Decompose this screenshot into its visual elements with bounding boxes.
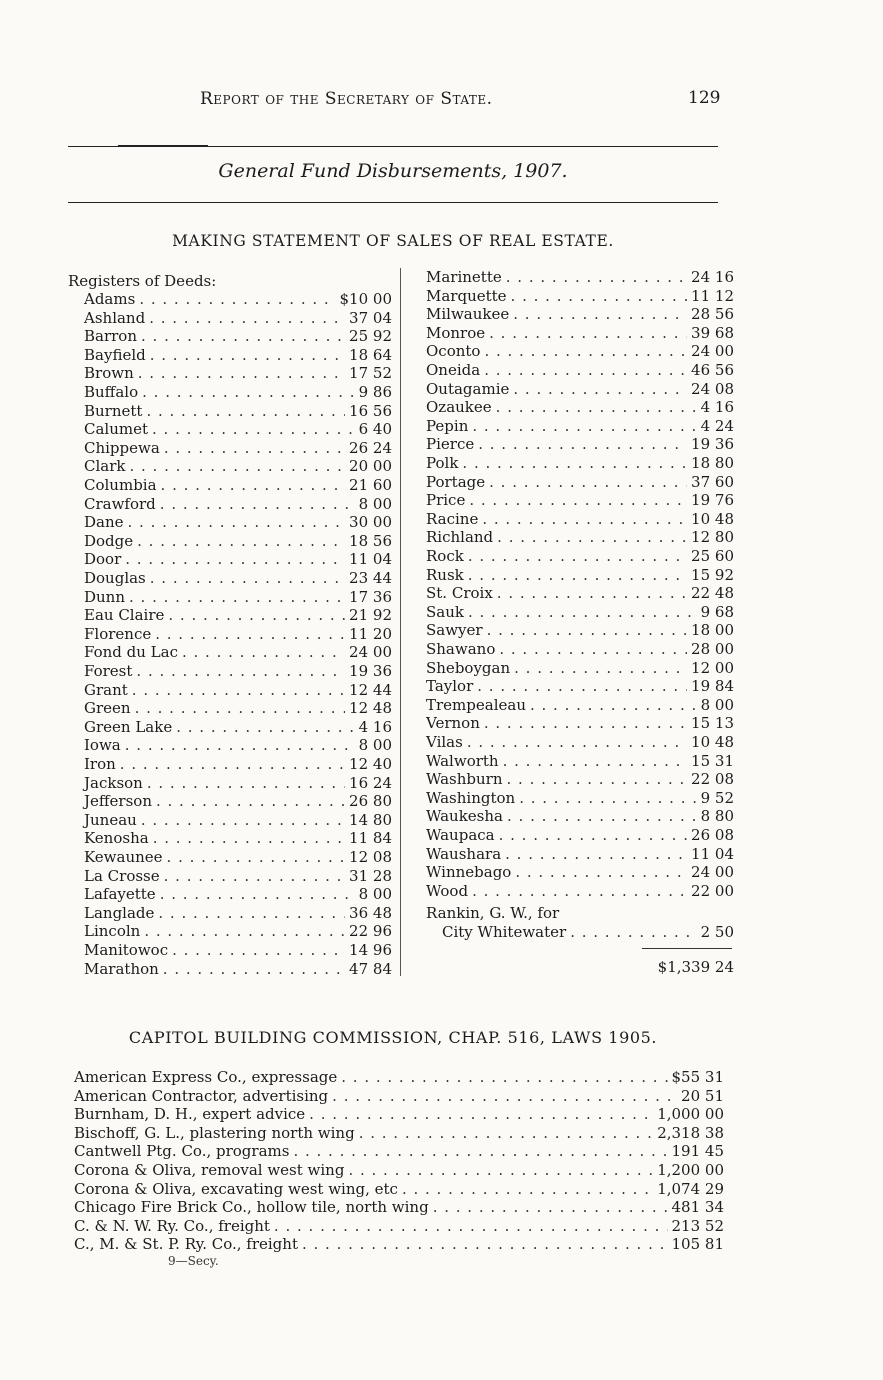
county-right-name: Walworth xyxy=(426,751,499,770)
county-right-row xyxy=(426,640,734,659)
county-left-row xyxy=(84,922,392,941)
county-left-row xyxy=(84,792,392,811)
county-left-amount: 25 92 xyxy=(349,327,392,346)
county-left-name: Clark xyxy=(84,457,126,476)
county-right-name: Pepin xyxy=(426,416,469,435)
capitol-section-title: CAPITOL BUILDING COMMISSION, CHAP. 516, LAWS 1905. xyxy=(128,1028,658,1047)
county-left-name: Douglas xyxy=(84,569,146,587)
rankin-line-2 xyxy=(442,923,734,942)
rankin-amount: 2 50 xyxy=(700,923,734,941)
county-right-row xyxy=(426,473,734,492)
county-left-row xyxy=(84,625,392,644)
county-left-row xyxy=(84,532,392,551)
county-left-name: Iowa xyxy=(84,736,121,755)
county-left-amount: 23 44 xyxy=(349,569,392,587)
county-left-row xyxy=(84,457,392,476)
capitol-item-row xyxy=(74,1142,724,1161)
county-right-row xyxy=(426,454,734,473)
county-left-row xyxy=(84,941,392,960)
county-right-name: Sheboygan xyxy=(426,658,511,677)
county-left-row xyxy=(84,774,392,793)
county-left-name: Crawford xyxy=(84,494,156,513)
county-left-row xyxy=(84,960,392,979)
county-right-row xyxy=(426,696,734,715)
county-right-amount: 15 13 xyxy=(691,714,734,733)
county-left-row xyxy=(84,643,392,662)
county-right-amount: 22 00 xyxy=(691,881,734,900)
county-right-name: Rusk xyxy=(426,565,464,584)
county-left-amount: 16 24 xyxy=(349,773,392,792)
registers-label: Registers of Deeds: xyxy=(68,272,217,290)
county-left-row xyxy=(84,550,392,569)
county-right-row xyxy=(426,770,734,789)
county-right-row xyxy=(426,752,734,771)
county-left-row xyxy=(84,681,392,700)
county-left-name: Chippewa xyxy=(84,438,160,457)
county-left-name: Fond du Lac xyxy=(84,643,178,662)
capitol-item-amount: 105 81 xyxy=(671,1235,724,1254)
capitol-item-row xyxy=(74,1217,724,1236)
county-left-name: Calumet xyxy=(84,420,149,439)
county-right-amount: 9 52 xyxy=(700,788,734,807)
capitol-item-name: Corona & Oliva, removal west wing xyxy=(74,1161,345,1179)
county-right-amount: 10 48 xyxy=(691,509,734,528)
county-right-row xyxy=(426,659,734,678)
county-left-row xyxy=(84,327,392,346)
county-left-row xyxy=(84,439,392,458)
capitol-item-row xyxy=(74,1087,724,1106)
county-left-row xyxy=(84,290,392,309)
county-right-name: Racine xyxy=(426,509,479,528)
county-left-name: Columbia xyxy=(84,476,157,494)
county-left-amount: 11 20 xyxy=(349,624,392,643)
county-left-name: Florence xyxy=(84,624,152,643)
county-right-name: Portage xyxy=(426,472,486,491)
county-left-row xyxy=(84,662,392,681)
subtitle-rule xyxy=(68,202,718,203)
capitol-item-name: American Contractor, advertising xyxy=(74,1086,329,1105)
capitol-item-amount: 1,074 29 xyxy=(657,1179,724,1198)
county-left-name: Door xyxy=(84,550,122,569)
county-right-amount: 37 60 xyxy=(691,472,734,491)
county-left-amount: 17 36 xyxy=(349,587,392,606)
county-right-row xyxy=(426,807,734,826)
county-right-name: Richland xyxy=(426,528,494,547)
capitol-item-name: American Express Co., expressage xyxy=(74,1068,338,1086)
county-left-name: Adams xyxy=(84,290,136,308)
sum-rule xyxy=(642,948,732,949)
capitol-item-name: Corona & Oliva, excavating west wing, etc xyxy=(74,1179,398,1198)
county-left-row xyxy=(84,736,392,755)
county-right-row xyxy=(426,380,734,399)
county-right-amount: 19 36 xyxy=(691,435,734,454)
county-right-row xyxy=(426,491,734,510)
county-right-amount: 19 76 xyxy=(691,491,734,510)
county-left-amount: 12 40 xyxy=(349,755,392,773)
county-left-amount: 12 48 xyxy=(349,699,392,718)
county-right-row xyxy=(426,510,734,529)
county-left-row xyxy=(84,885,392,904)
county-left-name: Buffalo xyxy=(84,383,139,401)
county-right-row xyxy=(426,789,734,808)
county-right-name: Milwaukee xyxy=(426,305,510,324)
page-subtitle: General Fund Disbursements, 1907. xyxy=(218,160,568,182)
county-left-name: Barron xyxy=(84,327,137,346)
county-right-row xyxy=(426,528,734,547)
county-left-name: Burnett xyxy=(84,401,143,420)
county-right-row xyxy=(426,435,734,454)
county-left-name: Brown xyxy=(84,364,134,383)
capitol-item-name: C., M. & St. P. Ry. Co., freight xyxy=(74,1235,298,1254)
capitol-item-amount: 2,318 38 xyxy=(657,1123,724,1142)
county-left-amount: 26 80 xyxy=(349,792,392,811)
county-left-row xyxy=(84,364,392,383)
county-left-amount: 31 28 xyxy=(349,866,392,885)
county-left-amount: 11 84 xyxy=(349,829,392,848)
county-left-row xyxy=(84,513,392,532)
county-right-name: Outagamie xyxy=(426,379,510,398)
county-right-name: Oneida xyxy=(426,361,481,379)
county-right-row xyxy=(426,324,734,343)
county-left-amount: 24 00 xyxy=(349,643,392,662)
county-left-name: Iron xyxy=(84,755,116,773)
county-left-name: Kenosha xyxy=(84,829,149,848)
capitol-item-row xyxy=(74,1235,724,1254)
county-right-name: Marinette xyxy=(426,268,502,286)
county-right-row xyxy=(426,733,734,752)
county-right-row xyxy=(426,417,734,436)
county-right-row xyxy=(426,621,734,640)
county-right-amount: 8 00 xyxy=(700,695,734,714)
county-left-amount: 6 40 xyxy=(358,420,392,439)
county-right-amount: 12 80 xyxy=(691,528,734,547)
county-right-amount: 25 60 xyxy=(691,547,734,565)
county-right-row xyxy=(426,584,734,603)
county-left-amount: 37 04 xyxy=(349,308,392,327)
county-left-amount: $10 00 xyxy=(339,290,392,308)
county-right-amount: 11 12 xyxy=(691,286,734,305)
county-left-name: Jefferson xyxy=(84,792,152,811)
county-left-row xyxy=(84,309,392,328)
county-right-amount: 10 48 xyxy=(691,733,734,751)
county-left-amount: 14 96 xyxy=(349,941,392,959)
county-left-amount: 21 92 xyxy=(349,606,392,625)
county-left-amount: 18 64 xyxy=(349,345,392,364)
county-right-amount: 39 68 xyxy=(691,323,734,342)
rankin-name: Rankin, G. W., for xyxy=(426,904,560,922)
county-right-amount: 19 84 xyxy=(691,677,734,696)
county-right-row xyxy=(426,714,734,733)
county-right-row xyxy=(426,305,734,324)
county-right-amount: 24 16 xyxy=(691,268,734,286)
section-total: $1,339 24 xyxy=(657,958,734,976)
county-right-amount: 18 00 xyxy=(691,621,734,640)
county-left-amount: 4 16 xyxy=(358,717,392,736)
county-right-amount: 4 16 xyxy=(700,398,734,417)
county-left-name: Forest xyxy=(84,662,133,680)
county-left-amount: 8 00 xyxy=(358,736,392,755)
county-right-name: Marquette xyxy=(426,286,507,305)
county-left-row xyxy=(84,383,392,402)
county-right-amount: 24 08 xyxy=(691,379,734,398)
county-left-name: La Crosse xyxy=(84,866,160,885)
capitol-item-amount: 191 45 xyxy=(671,1142,724,1161)
county-right-name: Waushara xyxy=(426,844,502,863)
county-right-name: Washington xyxy=(426,788,516,807)
county-right-row xyxy=(426,826,734,845)
county-left-name: Kewaunee xyxy=(84,848,163,866)
county-right-amount: 15 31 xyxy=(691,751,734,770)
county-left-amount: 18 56 xyxy=(349,531,392,550)
capitol-item-amount: 213 52 xyxy=(671,1216,724,1235)
county-right-name: Sawyer xyxy=(426,621,483,640)
rankin-city: City Whitewater xyxy=(442,923,567,941)
county-left-name: Lafayette xyxy=(84,885,156,904)
capitol-item-row xyxy=(74,1180,724,1199)
county-right-name: St. Croix xyxy=(426,584,493,603)
county-left-name: Manitowoc xyxy=(84,941,169,959)
county-right-row xyxy=(426,268,734,287)
county-left-row xyxy=(84,718,392,737)
county-right-row xyxy=(426,287,734,306)
county-left-name: Eau Claire xyxy=(84,606,165,625)
county-right-name: Vernon xyxy=(426,714,480,733)
county-left-amount: 26 24 xyxy=(349,438,392,457)
county-left-amount: 8 00 xyxy=(358,494,392,513)
capitol-item-name: Bischoff, G. L., plastering north wing xyxy=(74,1123,355,1142)
county-right-name: Winnebago xyxy=(426,863,512,882)
county-left-amount: 12 44 xyxy=(349,680,392,699)
top-rule xyxy=(68,146,718,147)
county-right-name: Washburn xyxy=(426,770,503,789)
section-title: MAKING STATEMENT OF SALES OF REAL ESTATE. xyxy=(172,232,614,250)
county-left-row xyxy=(84,569,392,588)
county-left-row xyxy=(84,606,392,625)
county-right-row xyxy=(426,566,734,585)
county-right-name: Trempealeau xyxy=(426,695,526,714)
county-right-name: Monroe xyxy=(426,323,486,342)
county-left-name: Juneau xyxy=(84,810,137,829)
county-left-row xyxy=(84,811,392,830)
county-right-row xyxy=(426,677,734,696)
county-right-name: Wood xyxy=(426,881,469,900)
county-left-amount: 11 04 xyxy=(349,550,392,569)
capitol-item-amount: 481 34 xyxy=(671,1198,724,1217)
county-left-name: Jackson xyxy=(84,773,143,792)
county-left-name: Green xyxy=(84,699,131,718)
capitol-item-name: Burnham, D. H., expert advice xyxy=(74,1105,306,1124)
county-right-amount: 28 00 xyxy=(691,640,734,658)
county-right-amount: 22 48 xyxy=(691,584,734,603)
county-left-name: Dodge xyxy=(84,531,134,550)
county-left-amount: 19 36 xyxy=(349,662,392,680)
county-right-row xyxy=(426,863,734,882)
column-divider xyxy=(400,268,401,976)
county-right-amount: 18 80 xyxy=(691,454,734,472)
county-right-amount: 4 24 xyxy=(700,416,734,435)
county-left-row xyxy=(84,829,392,848)
county-right-name: Sauk xyxy=(426,602,464,621)
county-right-row xyxy=(426,603,734,622)
county-right-row xyxy=(426,547,734,566)
county-right-row xyxy=(426,845,734,864)
county-right-name: Waukesha xyxy=(426,807,503,826)
capitol-item-row xyxy=(74,1068,724,1087)
county-left-amount: 36 48 xyxy=(349,903,392,922)
county-left-row xyxy=(84,699,392,718)
county-left-row xyxy=(84,755,392,774)
county-right-amount: 28 56 xyxy=(691,305,734,324)
county-left-amount: 16 56 xyxy=(349,401,392,420)
county-right-name: Ozaukee xyxy=(426,398,492,417)
county-left-amount: 21 60 xyxy=(349,476,392,494)
county-left-name: Dunn xyxy=(84,587,126,606)
capitol-item-amount: 1,200 00 xyxy=(657,1161,724,1179)
capitol-item-row xyxy=(74,1124,724,1143)
county-right-row xyxy=(426,398,734,417)
capitol-item-name: Cantwell Ptg. Co., programs xyxy=(74,1142,290,1161)
county-right-amount: 46 56 xyxy=(691,361,734,379)
county-right-amount: 9 68 xyxy=(700,602,734,621)
county-left-row xyxy=(84,476,392,495)
county-left-row xyxy=(84,848,392,867)
capitol-item-row xyxy=(74,1105,724,1124)
county-right-name: Polk xyxy=(426,454,459,472)
county-left-row xyxy=(84,495,392,514)
county-right-name: Taylor xyxy=(426,677,474,696)
county-left-row xyxy=(84,420,392,439)
capitol-item-name: Chicago Fire Brick Co., hollow tile, north wing xyxy=(74,1198,429,1217)
county-left-name: Marathon xyxy=(84,959,159,978)
capitol-item-row xyxy=(74,1198,724,1217)
county-left-amount: 12 08 xyxy=(349,848,392,866)
county-left-amount: 14 80 xyxy=(349,810,392,829)
county-right-amount: 15 92 xyxy=(691,565,734,584)
capitol-item-amount: 1,000 00 xyxy=(657,1105,724,1124)
footer-signature: 9—Secy. xyxy=(168,1254,219,1268)
county-right-amount: 8 80 xyxy=(700,807,734,826)
county-left-row xyxy=(84,588,392,607)
county-right-name: Shawano xyxy=(426,640,496,658)
county-right-name: Pierce xyxy=(426,435,475,454)
county-left-amount: 20 00 xyxy=(349,457,392,476)
capitol-item-amount: 20 51 xyxy=(681,1086,724,1105)
county-right-amount: 24 00 xyxy=(691,863,734,882)
county-left-row xyxy=(84,904,392,923)
county-left-name: Lincoln xyxy=(84,922,141,941)
county-left-amount: 30 00 xyxy=(349,513,392,532)
county-left-amount: 8 00 xyxy=(358,885,392,904)
capitol-item-name: C. & N. W. Ry. Co., freight xyxy=(74,1216,270,1235)
county-right-name: Price xyxy=(426,491,466,510)
county-right-row xyxy=(426,342,734,361)
county-left-amount: 47 84 xyxy=(349,959,392,978)
county-left-name: Bayfield xyxy=(84,345,146,364)
county-right-name: Vilas xyxy=(426,733,463,751)
county-left-name: Dane xyxy=(84,513,124,532)
county-left-amount: 17 52 xyxy=(349,364,392,383)
county-right-name: Oconto xyxy=(426,342,481,361)
county-left-name: Grant xyxy=(84,680,128,699)
county-right-amount: 11 04 xyxy=(691,844,734,863)
county-right-amount: 26 08 xyxy=(691,826,734,844)
county-right-amount: 24 00 xyxy=(691,342,734,361)
county-left-name: Green Lake xyxy=(84,717,173,736)
county-left-amount: 22 96 xyxy=(349,922,392,941)
county-left-name: Ashland xyxy=(84,308,146,327)
county-left-name: Langlade xyxy=(84,903,155,922)
capitol-item-row xyxy=(74,1161,724,1180)
rankin-line-1 xyxy=(426,904,644,923)
county-right-row xyxy=(426,361,734,380)
county-right-name: Rock xyxy=(426,547,464,565)
county-right-amount: 12 00 xyxy=(691,658,734,677)
county-left-row xyxy=(84,346,392,365)
county-right-amount: 22 08 xyxy=(691,770,734,789)
county-left-amount: 9 86 xyxy=(358,383,392,401)
county-left-row xyxy=(84,867,392,886)
running-header: Report of the Secretary of State. xyxy=(200,89,493,109)
county-right-row xyxy=(426,882,734,901)
county-left-row xyxy=(84,402,392,421)
county-right-name: Waupaca xyxy=(426,826,495,844)
capitol-item-amount: $55 31 xyxy=(671,1068,724,1086)
page-number: 129 xyxy=(688,88,721,108)
